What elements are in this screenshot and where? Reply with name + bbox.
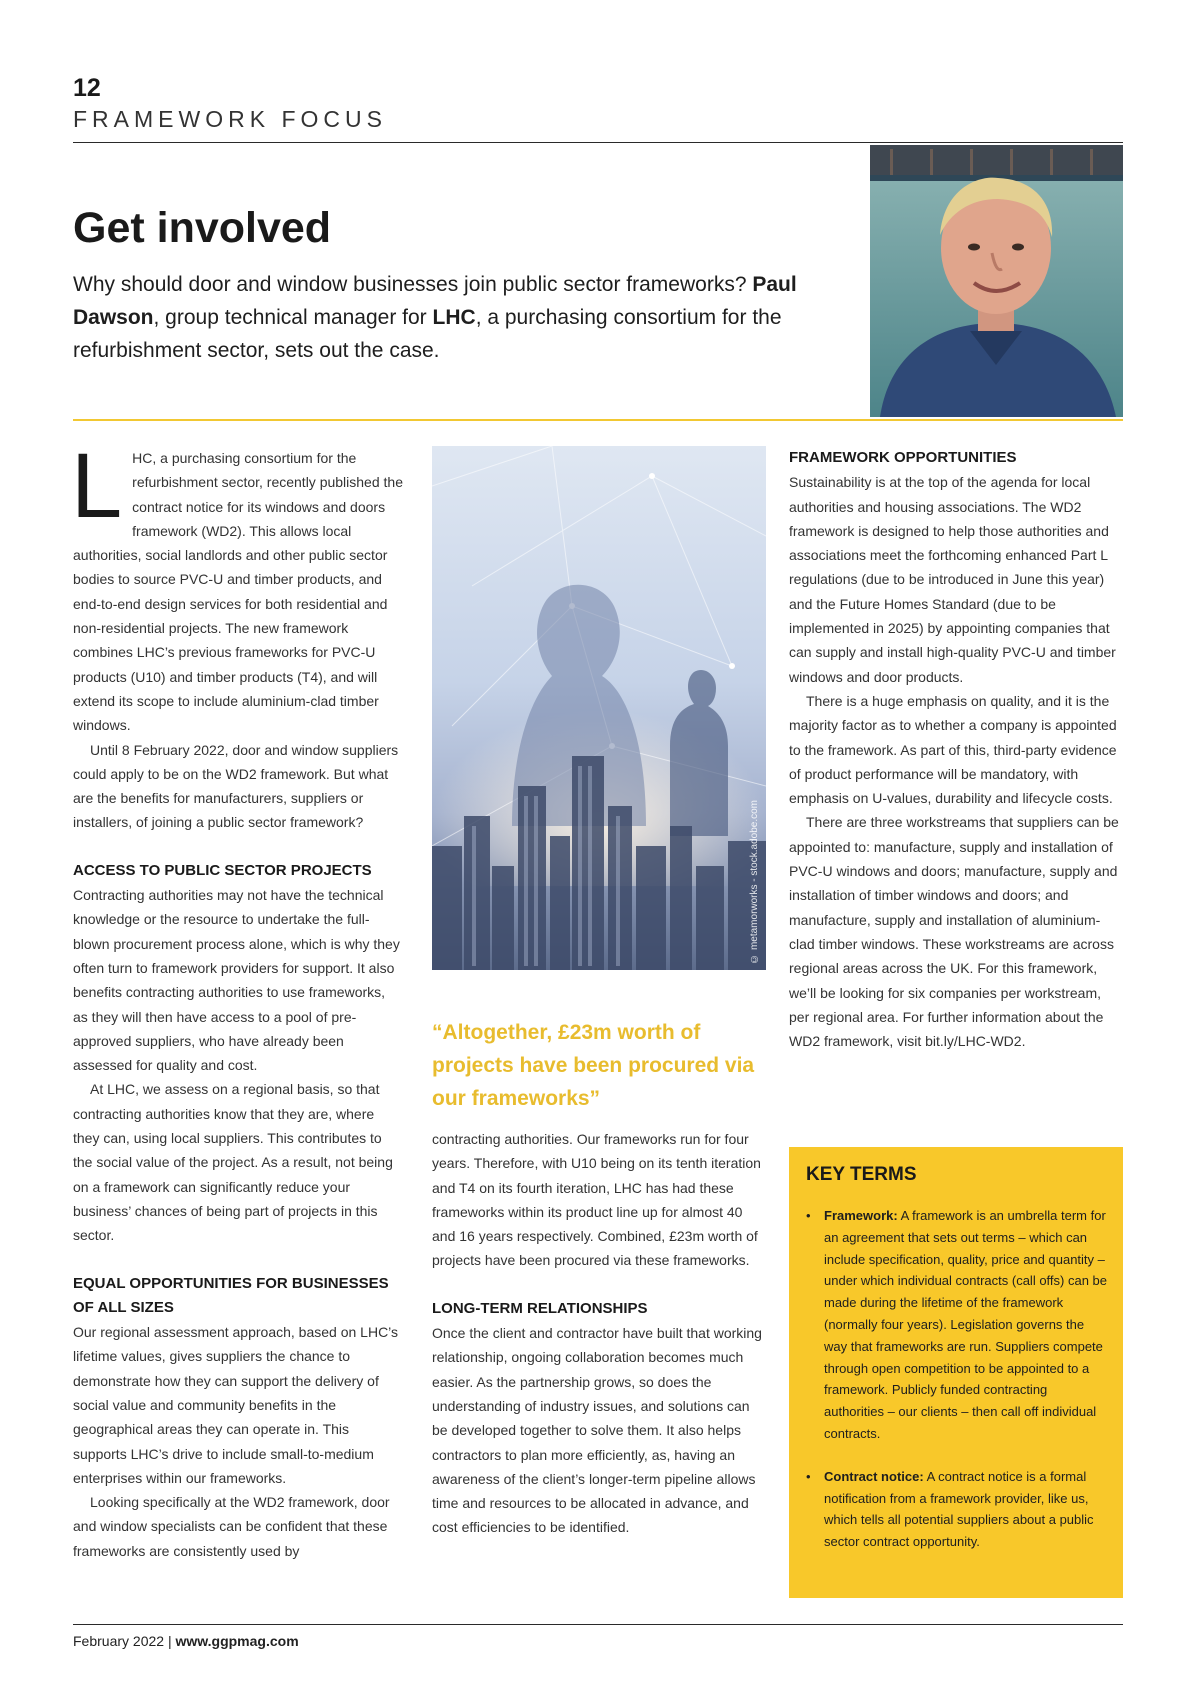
organisation-name: LHC xyxy=(432,306,476,329)
image-credit: © metamorworks - stock.adobe.com xyxy=(749,800,760,964)
issue-date: February 2022 xyxy=(73,1633,165,1649)
key-term-item: • Contract notice: A contract notice is a formal notification from a framework provider, like us, which tells all potential suppliers about a public sector contract opportunity. xyxy=(806,1466,1108,1553)
author-photo xyxy=(870,145,1123,417)
intro-rule xyxy=(73,419,1123,421)
page-number: 12 xyxy=(73,74,101,102)
body-paragraph: Contracting authorities may not have the technical knowledge or the resource to undertake the full-blown procurement process alone, which is why they often turn to framework providers for support. It also benefits contracting authorities to use frameworks, as they will then have access to a pool of pre-approved suppliers, who have already been assessed for quality and cost. xyxy=(73,887,400,1074)
body-paragraph: Looking specifically at the WD2 framework, door and window specialists can be confident that these frameworks are consistently used by xyxy=(73,1494,390,1559)
drop-cap: L xyxy=(71,435,123,537)
footer: February 2022 | www.ggpmag.com xyxy=(73,1633,299,1649)
key-terms-list xyxy=(806,1205,1108,1553)
intro-paragraph: LHC, a purchasing consortium for the refurbishment sector, recently published the contract notice for its windows and doors framework (WD2). This allows local authorities, social landlords and other public sector bodies to source PVC-U and timber products, and end-to-end design services for both residential and non-residential projects. The new framework combines LHC’s previous frameworks for PVC-U products (U10) and timber products (T4), and will extend its scope to include aluminium-clad timber windows. xyxy=(71,435,403,734)
key-terms-title: KEY TERMS xyxy=(806,1164,917,1185)
footer-rule xyxy=(73,1624,1123,1625)
body-paragraph: There are three workstreams that suppliers can be appointed to: manufacture, supply and installation of PVC-U windows and doors; manufacture, supply and installation of timber windows and doors; and manufacture, supply and installation of aluminium-clad timber windows. These workstreams are across regional areas across the UK. For this framework, we’ll be looking for six companies per workstream, per regional area. For further information about the WD2 framework, visit bit.ly/LHC-WD2. xyxy=(789,814,1119,1050)
article-title: Get involved xyxy=(73,204,332,252)
column-2 xyxy=(432,1127,766,1540)
body-paragraph: Once the client and contractor have built that working relationship, ongoing collaboration becomes much easier. As the partnership grows, so does the understanding of industry issues, and solutions can be developed together to solve them. It also helps contractors to plan more efficiently, as, having an awareness of the client’s longer-term pipeline allows time and resources to be allocated in advance, and cost efficiencies to be identified. xyxy=(432,1325,762,1536)
column-1 xyxy=(71,435,403,1563)
standfirst: Why should door and window businesses join public sector frameworks? Paul Dawson, group technical manager for LHC, a purchasing consortium for the refurbishment sector, sets out the case. xyxy=(73,273,797,362)
key-term-label: Framework: xyxy=(824,1208,898,1223)
key-term-item: • Framework: A framework is an umbrella term for an agreement that sets out terms – which can include specification, quality, price and quantity – under which individual contracts (call offs) can be made during the lifetime of the framework (normally four years). Legislation governs the way that frameworks are run. Suppliers compete through open competition to be appointed to a framework. Publicly funded contracting authorities – our clients – then call off individual contracts. xyxy=(806,1205,1108,1445)
author-name: Paul Dawson xyxy=(73,273,797,329)
body-paragraph: There is a huge emphasis on quality, and it is the majority factor as to whether a company is appointed to the framework. As part of this, third-party evidence of product performance will be mandatory, with emphasis on U-values, durability and lifecycle costs. xyxy=(789,692,1117,807)
subheading-access: ACCESS TO PUBLIC SECTOR PROJECTS xyxy=(73,861,372,879)
body-paragraph: Sustainability is at the top of the agenda for local authorities and housing associations. The WD2 framework is designed to help those authorities and associations meet the forthcoming enhanced Part L regulations (due to be introduced in June this year) and the Future Homes Standard (due to be implemented in 2025) by appointing companies that can supply and install high-quality PVC-U and timber windows and door products. xyxy=(789,474,1116,685)
hero-image xyxy=(432,446,766,970)
body-paragraph: Our regional assessment approach, based on LHC’s lifetime values, gives suppliers the chance to demonstrate how they can support the delivery of social value and community benefits in the geographical areas they can operate in. This supports LHC’s drive to include small-to-medium enterprises within our frameworks. xyxy=(73,1324,399,1486)
subheading-opportunities: FRAMEWORK OPPORTUNITIES xyxy=(789,449,1017,466)
subheading-long-term: LONG-TERM RELATIONSHIPS xyxy=(432,1299,648,1317)
pull-quote: “Altogether, £23m worth of projects have been procured via our frameworks” xyxy=(432,1021,755,1110)
body-paragraph: Until 8 February 2022, door and window suppliers could apply to be on the WD2 framework. But what are the benefits for manufacturers, suppliers or installers, of joining a public sector framework? xyxy=(73,741,399,831)
website-link[interactable]: www.ggpmag.com xyxy=(175,1633,299,1649)
header-rule xyxy=(73,142,1123,143)
key-terms-box xyxy=(789,1147,1123,1598)
subheading-equal: EQUAL OPPORTUNITIES FOR BUSINESSES OF ALL SIZES xyxy=(73,1274,389,1316)
body-paragraph: contracting authorities. Our frameworks run for four years. Therefore, with U10 being on its tenth iteration and T4 on its fourth iteration, LHC has had these frameworks within its product line up for almost 40 and 16 years respectively. Combined, £23m worth of projects have been procured via these frameworks. xyxy=(432,1131,761,1269)
key-term-label: Contract notice: xyxy=(824,1468,924,1484)
section-title: FRAMEWORK FOCUS xyxy=(73,106,387,132)
body-paragraph: At LHC, we assess on a regional basis, so that contracting authorities know that they are, where they can, using local suppliers. This contributes to the social value of the project. As a result, not being on a framework can significantly reduce your business’ chances of being part of projects in this sector. xyxy=(73,1081,393,1244)
column-3 xyxy=(789,446,1123,1053)
